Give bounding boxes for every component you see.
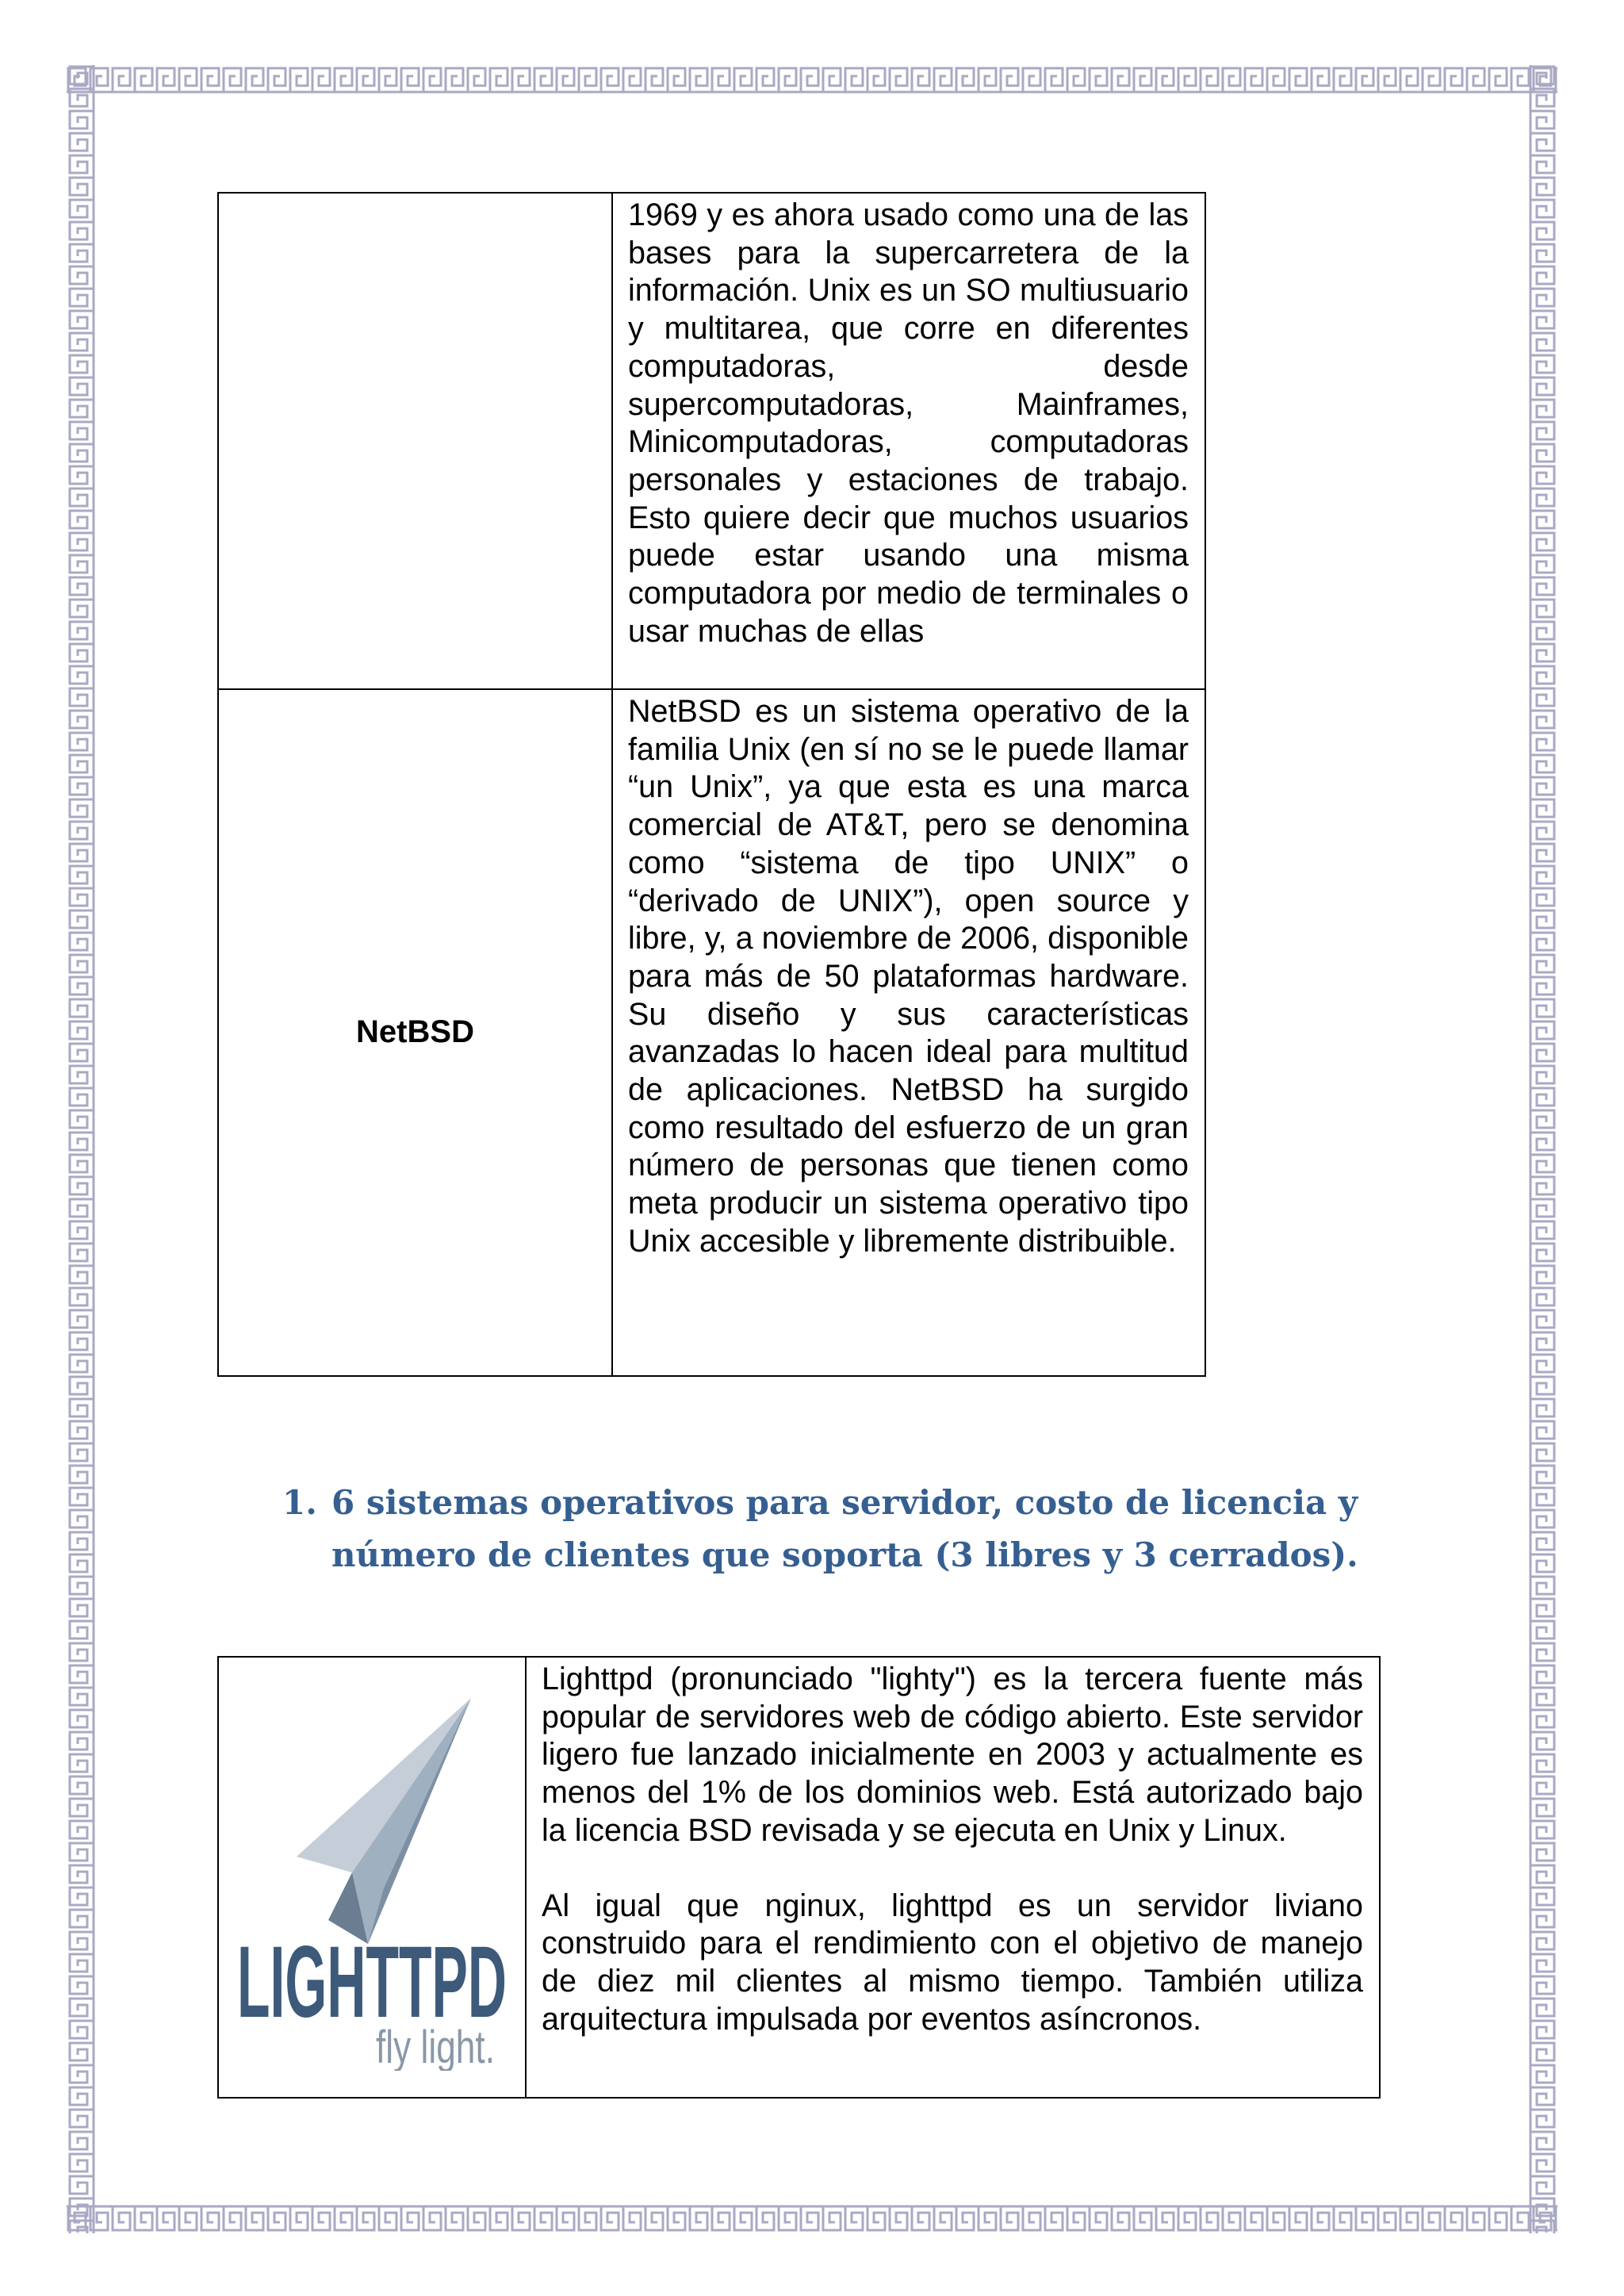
server-table (217, 1656, 1381, 2099)
paper-plane-icon (297, 1698, 471, 1944)
os-name-cell: NetBSD (218, 689, 612, 1376)
os-description: NetBSD es un sistema operativo de la familia Unix (en sí no se le puede llamar “un Unix”, ya que esta es una marca comercial de AT&T, pero se denomina como “sistema de tipo UNIX” o “derivado de UNIX”), open source y libre, y, a noviembre de 2006, disponible para más de 50 plataformas hardware. Su diseño y sus características avanzadas lo hacen ideal para multitud de aplicaciones. NetBSD ha surgido como resultado del esfuerzo de un gran número de personas que tienen como meta producir un sistema operativo tipo Unix accesible y libremente distribuible. (628, 694, 1189, 1259)
logo-wordmark: LIGHTTPD (237, 1926, 507, 2040)
os-description: 1969 y es ahora usado como una de las bases para la supercarretera de la información. Unix es un SO multiusuario y multitarea, que corre en diferentes computadoras, desde supercomputadoras, Mainframes, Minicomputadoras, computadoras personales y estaciones de trabajo. Esto quiere decir que muchos usuarios puede estar usando una misma computadora por medio de terminales o usar muchas de ellas (628, 197, 1189, 649)
os-description-cell (612, 689, 1205, 1376)
os-description-cell (612, 193, 1205, 689)
section-heading (282, 1477, 1392, 1581)
lighttpd-logo-cell (218, 1657, 526, 2098)
heading-number: 1. (282, 1483, 317, 1522)
table-row (218, 193, 1205, 689)
page-border-left (67, 65, 95, 2233)
server-paragraph: Lighttpd (pronunciado "lighty") es la tercera fuente más popular de servidores web de código abierto. Este servidor ligero fue lanzado inicialmente en 2003 y actualmente es menos del 1% de los dominios web. Está autorizado bajo la licencia BSD revisada y se ejecuta en Unix y Linux. (542, 1662, 1363, 1848)
page-border-right (1529, 65, 1557, 2233)
heading-text: 6 sistemas operativos para servidor, costo de licencia y número de clientes que soporta (3 libres y 3 cerrados). (331, 1483, 1358, 1574)
table-row (218, 1657, 1380, 2098)
page-border-top (67, 65, 1557, 94)
os-table (217, 192, 1206, 1377)
logo-tagline: fly light. (376, 2022, 495, 2072)
server-description-cell (526, 1657, 1380, 2098)
page-border-bottom (67, 2205, 1557, 2233)
table-row (218, 689, 1205, 1376)
server-paragraph: Al igual que nginux, lighttpd es un servidor liviano construido para el rendimiento con el objetivo de manejo de diez mil clientes al mismo tiempo. También utiliza arquitectura impulsada por eventos asíncronos. (542, 1888, 1363, 2037)
os-name-cell (218, 193, 612, 689)
lighttpd-logo (233, 1674, 511, 2071)
